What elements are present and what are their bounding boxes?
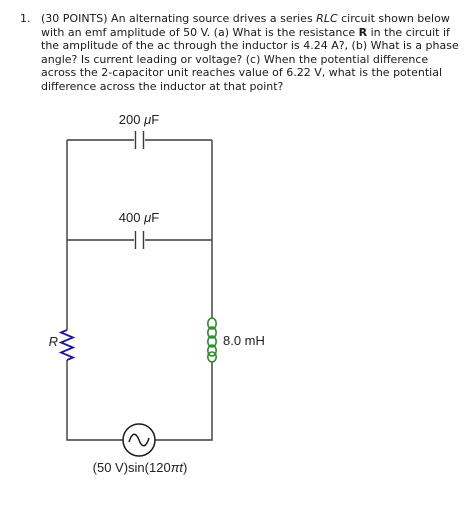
resistor-label: R xyxy=(48,334,58,349)
inductor xyxy=(208,318,216,362)
wire-right-lower xyxy=(155,362,212,440)
resistor xyxy=(61,330,73,360)
capacitor-400uf-label: 400 μF xyxy=(118,210,160,225)
capacitor-200uf-label: 200 μF xyxy=(118,112,160,127)
problem-text-part-3: in the circuit if the amplitude of the ac through the inductor is 4.24 A?, (b) What is a phase angle? Is current leading or voltage? (c) When the potential difference across the 2-capacitor unit reaches value of 6.22 V, what is the potential difference across the inductor at that point? xyxy=(41,25,459,93)
source-label: (50 V)sin(120πt) xyxy=(92,460,188,475)
problem-text-part-2: circuit shown below with an emf amplitude of 50 V. (a) What is the resistance xyxy=(41,12,450,39)
sine-wave-icon xyxy=(129,434,149,446)
wire-left-lower xyxy=(67,360,123,440)
problem-text-part-1: (30 POINTS) An alternating source drives a series xyxy=(41,12,317,25)
rlc-term: RLC xyxy=(316,12,338,25)
resistance-symbol: R xyxy=(358,25,368,39)
problem-number: 1. xyxy=(20,12,31,25)
capacitor-400uf xyxy=(136,231,144,249)
capacitor-200uf xyxy=(136,131,144,149)
circuit-wires xyxy=(67,140,212,440)
inductor-label: 8.0 mH xyxy=(223,333,265,348)
ac-source xyxy=(123,424,155,456)
